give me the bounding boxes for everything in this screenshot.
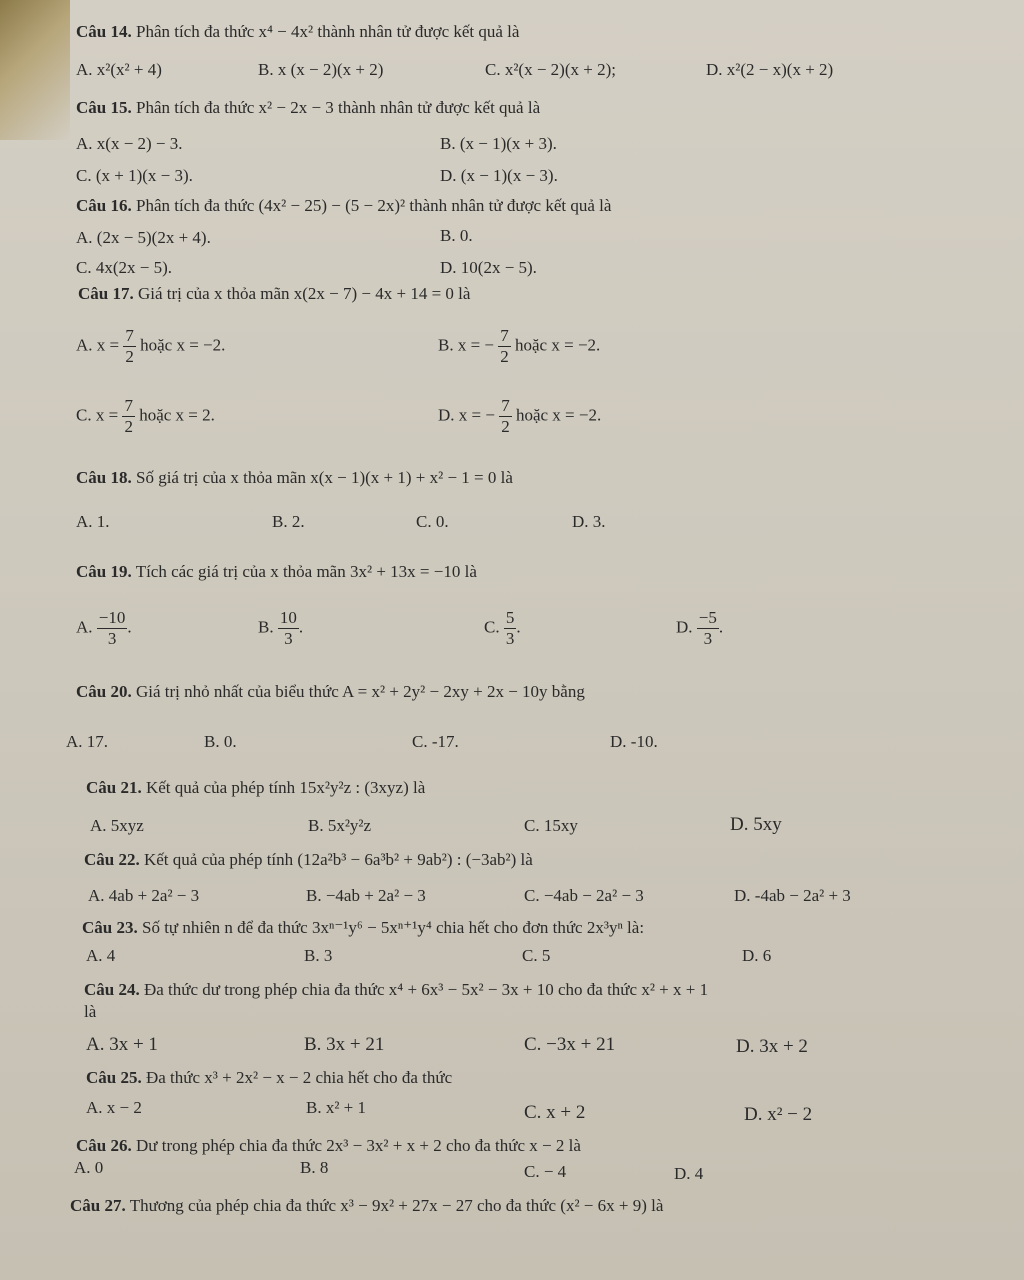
q14-option-d: D. x²(2 − x)(x + 2) [706,60,834,79]
question-14: Câu 14. Phân tích đa thức x⁴ − 4x² thành nhân tử được kết quả là [76,22,520,41]
q24-option-c: C. −3x + 21 [524,1034,616,1055]
q26-option-b: B. 8 [300,1158,329,1177]
question-16: Câu 16. Phân tích đa thức (4x² − 25) − (5 − 2x)² thành nhân tử được kết quả là [76,196,612,215]
q20-option-c: C. -17. [412,732,459,751]
q24-option-d: D. 3x + 2 [736,1036,808,1057]
q18-option-b: B. 2. [272,512,305,531]
q25-option-d: D. x² − 2 [744,1104,813,1125]
q25-option-c: C. x + 2 [524,1102,586,1123]
question-24: Câu 24. Đa thức dư trong phép chia đa thức x⁴ + 6x³ − 5x² − 3x + 10 cho đa thức x² + x + 1 [84,980,709,999]
q15-option-c: C. (x + 1)(x − 3). [76,166,193,185]
q22-option-a: A. 4ab + 2a² − 3 [88,886,200,905]
q19-option-a: A. $\frac{-10}{3}$ . [76,608,132,648]
q26-option-d: D. 4 [674,1164,704,1183]
question-21: Câu 21. Kết quả của phép tính 15x²y²z : (3xyz) là [86,778,426,797]
q15-option-b: B. (x − 1)(x + 3). [440,134,557,153]
q14-option-a: A. x²(x² + 4) [76,60,162,79]
q20-option-a: A. 17. [66,732,109,751]
q23-option-b: B. 3 [304,946,333,965]
q21-option-a: A. 5xyz [90,816,144,835]
q21-option-b: B. 5x²y²z [308,816,372,835]
page-corner-shadow [0,0,70,140]
q20-option-d: D. -10. [610,732,658,751]
q19-option-d: D. $\frac{-5}{3}$ . [676,608,724,648]
question-22: Câu 22. Kết quả của phép tính (12a²b³ − 6a³b² + 9ab²) : (−3ab²) là [84,850,533,869]
question-26: Câu 26. Dư trong phép chia đa thức 2x³ − 3x² + x + 2 cho đa thức x − 2 là [76,1136,581,1155]
q24-option-a: A. 3x + 1 [86,1034,158,1055]
q16-option-d: D. 10(2x − 5). [440,258,537,277]
question-20: Câu 20. Giá trị nhỏ nhất của biểu thức A = x² + 2y² − 2xy + 2x − 10y bằng [76,682,585,701]
q18-option-a: A. 1. [76,512,110,531]
q23-option-a: A. 4 [86,946,116,965]
q23-option-d: D. 6 [742,946,772,965]
q16-option-a: A. (2x − 5)(2x + 4). [76,228,211,247]
q15-option-d: D. (x − 1)(x − 3). [440,166,558,185]
q25-option-a: A. x − 2 [86,1098,142,1117]
q20-option-b: B. 0. [204,732,237,751]
q22-option-d: D. -4ab − 2a² + 3 [734,886,851,905]
q17-option-c: C. x = $\frac{7}{2}$ hoặc x = 2. [76,396,215,436]
q19-option-c: C. $\frac{5}{3}$ . [484,608,521,648]
question-19: Câu 19. Tích các giá trị của x thỏa mãn 3x² + 13x = −10 là [76,562,477,581]
q16-option-c: C. 4x(2x − 5). [76,258,172,277]
question-23: Câu 23. Số tự nhiên n để đa thức 3xⁿ⁻¹y⁶ − 5xⁿ⁺¹y⁴ chia hết cho đơn thức 2x³yⁿ là: [82,918,645,937]
question-27: Câu 27. Thương của phép chia đa thức x³ − 9x² + 27x − 27 cho đa thức (x² − 6x + 9) là [70,1196,664,1215]
q24-option-b: B. 3x + 21 [304,1034,385,1055]
q14-option-c: C. x²(x − 2)(x + 2); [485,60,616,79]
question-18: Câu 18. Số giá trị của x thỏa mãn x(x − 1)(x + 1) + x² − 1 = 0 là [76,468,513,487]
question-17: Câu 17. Giá trị của x thỏa mãn x(2x − 7) − 4x + 14 = 0 là [78,284,471,303]
q17-option-d: D. x = − $\frac{7}{2}$ hoặc x = −2. [438,396,602,436]
q26-option-a: A. 0 [74,1158,104,1177]
q18-option-d: D. 3. [572,512,606,531]
q17-option-b: B. x = − $\frac{7}{2}$ hoặc x = −2. [438,326,601,366]
q18-option-c: C. 0. [416,512,449,531]
q15-option-a: A. x(x − 2) − 3. [76,134,183,153]
q19-option-b: B. $\frac{10}{3}$ . [258,608,304,648]
q14-option-b: B. x (x − 2)(x + 2) [258,60,384,79]
question-25: Câu 25. Đa thức x³ + 2x² − x − 2 chia hết cho đa thức [86,1068,453,1087]
q25-option-b: B. x² + 1 [306,1098,367,1117]
q17-option-a: A. x = $\frac{7}{2}$ hoặc x = −2. [76,326,226,366]
question-24-continuation: là [84,1002,97,1021]
q21-option-c: C. 15xy [524,816,578,835]
q26-option-c: C. − 4 [524,1162,567,1181]
q16-option-b: B. 0. [440,226,473,245]
q22-option-b: B. −4ab + 2a² − 3 [306,886,426,905]
question-15: Câu 15. Phân tích đa thức x² − 2x − 3 thành nhân tử được kết quả là [76,98,541,117]
q21-option-d: D. 5xy [730,814,782,835]
q22-option-c: C. −4ab − 2a² − 3 [524,886,644,905]
q23-option-c: C. 5 [522,946,551,965]
